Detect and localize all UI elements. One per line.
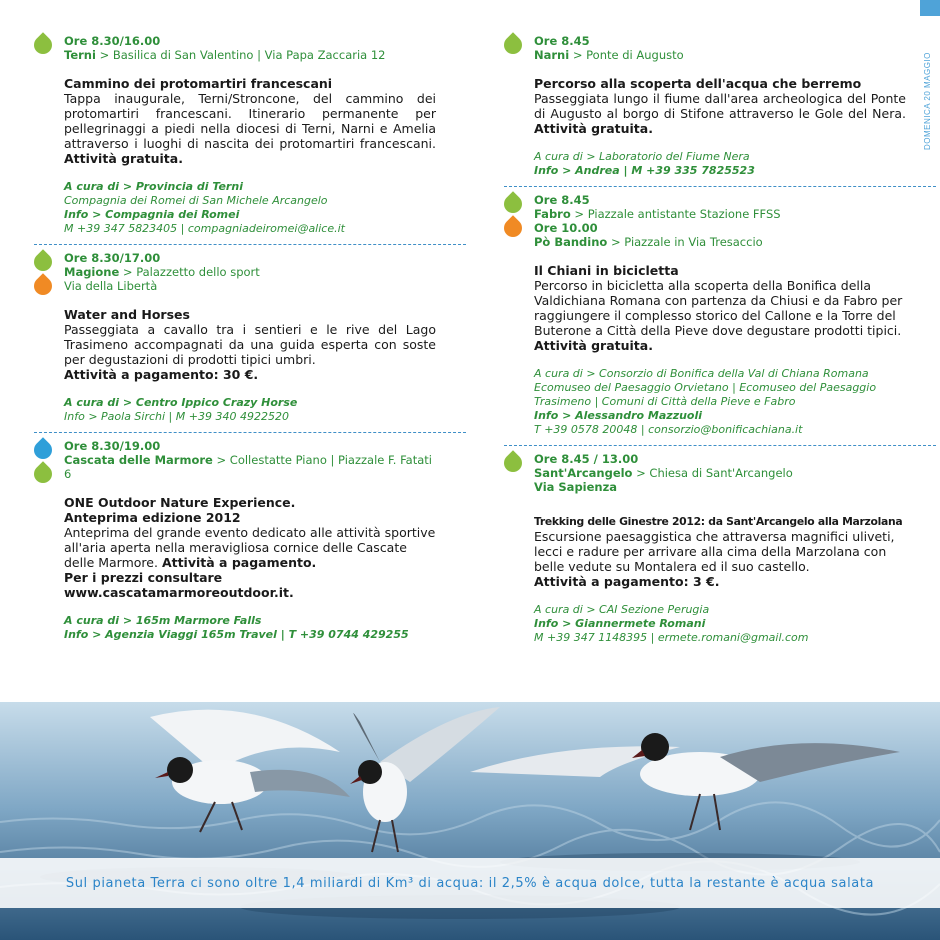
event-drops: [504, 36, 526, 60]
event-description-text: Passeggiata lungo il fiume dall'area archeologica del Ponte di Augusto al borgo di Stifone attraverso le Gole del Nera.: [534, 91, 906, 121]
credits-contact-link[interactable]: M +39 347 1148395 | ermete.romani@gmail.com: [534, 631, 809, 644]
event-description: Passeggiata a cavallo tra i sentieri e le rive del Lago Trasimeno accompagnati da una guida esperta con soste per degustazioni di prodotti tipici umbri.: [64, 322, 436, 367]
divider: [504, 445, 936, 446]
event-price-text: Attività a pagamento: 30 €.: [64, 367, 259, 382]
event-marmore: [34, 439, 436, 642]
green-drop-icon: [30, 32, 55, 57]
event-drops: [34, 441, 56, 489]
credits-line: A cura di > Centro Ippico Crazy Horse: [64, 396, 298, 409]
event-credits: [534, 603, 906, 645]
credits-contact-link[interactable]: M +39 347 5823405 | compagniadeiromei@alice.it: [64, 222, 345, 235]
water-fact-banner: [0, 858, 940, 908]
event-place: [534, 466, 906, 480]
event-magione: [34, 251, 436, 433]
event-time: Ore 8.30/19.00: [64, 439, 161, 453]
event-description-text: Percorso in bicicletta alla scoperta della Bonifica della Valdichiana Romana con partenza da Chiusi e da Fabro per raggiungere il complesso storico del Callone e la Torre del Buterone a Città della Pieve dove degustare prodotti tipici.: [534, 278, 903, 338]
event-title: Il Chiani in bicicletta: [534, 263, 679, 278]
event-description: [64, 91, 436, 166]
event-description-text: Tappa inaugurale, Terni/Stroncone, del cammino dei protomartiri francescani. Itinerario permanente per pellegrinaggi a piedi nella diocesi di Terni, Narni e Amelia attraverso i luoghi di nascita dei protomartiri francescani.: [64, 91, 436, 151]
event-place-detail: > Piazzale in Via Tresaccio: [607, 235, 763, 249]
event-title: Percorso alla scoperta dell'acqua che berremo: [534, 76, 862, 91]
event-place-town: Fabro: [534, 207, 571, 221]
divider: [504, 186, 936, 187]
green-drop-icon: [30, 249, 55, 274]
credits-line: A cura di > 165m Marmore Falls: [64, 614, 262, 627]
event-place: [534, 207, 906, 221]
event-place-town: Sant'Arcangelo: [534, 466, 633, 480]
credits-contact: Info > Andrea | M +39 335 7825523: [534, 164, 755, 177]
event-place-address: Via Sapienza: [534, 480, 618, 494]
credits-line: A cura di > Laboratorio del Fiume Nera: [534, 150, 750, 163]
blue-drop-icon: [30, 437, 55, 462]
event-title: Cammino dei protomartiri francescani: [64, 76, 333, 91]
event-price-link[interactable]: Per i prezzi consultare www.cascatamarmoreoutdoor.it.: [64, 570, 294, 600]
event-place-second: [534, 235, 906, 249]
green-drop-icon: [30, 461, 55, 486]
credits-line: Info > Compagnia dei Romei: [64, 208, 240, 221]
event-place: [64, 265, 436, 279]
credits-line: Info > Alessandro Mazzuoli: [534, 409, 703, 422]
event-santarcangelo: [504, 452, 906, 645]
event-drops: [504, 454, 526, 478]
event-fabro: [504, 193, 906, 446]
credits-line: Compagnia dei Romei di San Michele Arcangelo: [64, 194, 328, 207]
green-drop-icon: [500, 450, 525, 475]
event-description: [534, 278, 906, 353]
credits-line: Info > Giannermete Romani: [534, 617, 706, 630]
event-place-detail: > Chiesa di Sant'Arcangelo: [632, 466, 793, 480]
orange-drop-icon: [30, 273, 55, 298]
event-credits: [534, 150, 906, 178]
event-description-text: Anteprima del grande evento dedicato alle attività sportive all'aria aperta nella meravigliosa cornice delle Cascate delle Marmore.: [64, 525, 436, 570]
event-price: Attività a pagamento.: [161, 555, 317, 570]
event-description: [64, 525, 436, 570]
event-drops: [34, 36, 56, 60]
credits-contact-link[interactable]: T +39 0578 20048 | consorzio@bonificachiana.it: [534, 423, 803, 436]
divider: [34, 432, 466, 433]
credits-line: Trasimeno | Comuni di Città della Pieve e Fabro: [534, 395, 796, 408]
event-drops: [34, 253, 56, 301]
event-place-detail: > Basilica di San Valentino | Via Papa Zaccaria 12: [95, 48, 386, 62]
event-price: Attività gratuita.: [534, 121, 653, 136]
green-drop-icon: [500, 32, 525, 57]
credits-line: A cura di > Provincia di Terni: [64, 180, 243, 193]
credits-contact: Info > Agenzia Viaggi 165m Travel | T +39 0744 429255: [64, 628, 409, 641]
left-column: [34, 34, 436, 642]
credits-line: A cura di > CAI Sezione Perugia: [534, 603, 710, 616]
side-tab-date: DOMENICA 20 MAGGIO: [923, 52, 932, 150]
event-place-address: Via della Libertà: [64, 279, 158, 293]
event-time: Ore 8.45: [534, 193, 590, 207]
event-time-second: Ore 10.00: [534, 221, 598, 235]
event-price-info: [64, 570, 436, 600]
event-credits: [534, 367, 906, 437]
right-column: [504, 34, 906, 645]
event-place-town: Cascata delle Marmore: [64, 453, 213, 467]
event-price-text: Attività a pagamento: 3 €.: [534, 574, 720, 589]
event-price: Attività gratuita.: [534, 338, 653, 353]
event-place-town: Pò Bandino: [534, 235, 608, 249]
event-time: Ore 8.45: [534, 34, 590, 48]
divider: [34, 244, 466, 245]
event-place: [64, 48, 436, 62]
event-place-detail: > Palazzetto dello sport: [119, 265, 260, 279]
event-title: ONE Outdoor Nature Experience.: [64, 495, 296, 510]
date-side-tab: [920, 0, 940, 160]
event-terni: [34, 34, 436, 245]
event-title: Trekking delle Ginestre 2012: da Sant'Arcangelo alla Marzolana: [534, 515, 903, 528]
event-place: [64, 453, 436, 481]
event-drops: [504, 195, 526, 243]
event-price: [64, 367, 436, 382]
side-tab-bar: [920, 0, 940, 16]
event-description: Escursione paesaggistica che attraversa magnifici uliveti, lecci e radure per arrivare alla cima della Marzolana con belle vedute su Montalera ed il suo castello.: [534, 529, 895, 574]
event-subtitle: Anteprima edizione 2012: [64, 510, 241, 525]
event-place-town: Terni: [64, 48, 96, 62]
event-credits: [64, 614, 436, 642]
event-credits: [64, 180, 436, 236]
green-drop-icon: [500, 191, 525, 216]
event-credits: [64, 396, 436, 424]
orange-drop-icon: [500, 215, 525, 240]
credits-contact: Info > Paola Sirchi | M +39 340 4922520: [64, 410, 289, 423]
event-price: [534, 574, 906, 589]
event-place-detail: > Collestatte Piano | Piazzale F. Fatati 6: [64, 453, 432, 481]
credits-line: A cura di > Consorzio di Bonifica della Val di Chiana Romana: [534, 367, 869, 380]
event-place: [534, 48, 906, 62]
credits-line: Ecomuseo del Paesaggio Orvietano | Ecomuseo del Paesaggio: [534, 381, 877, 394]
event-time: Ore 8.30/17.00: [64, 251, 161, 265]
event-time: Ore 8.45 / 13.00: [534, 452, 639, 466]
event-place-town: Narni: [534, 48, 570, 62]
event-price: Attività gratuita.: [64, 151, 183, 166]
event-time: Ore 8.30/16.00: [64, 34, 161, 48]
event-narni: [504, 34, 906, 187]
event-place-detail: > Piazzale antistante Stazione FFSS: [570, 207, 781, 221]
event-title: Water and Horses: [64, 307, 190, 322]
event-description: [534, 91, 906, 136]
event-place-detail: > Ponte di Augusto: [569, 48, 684, 62]
event-place-town: Magione: [64, 265, 120, 279]
water-fact-text: Sul pianeta Terra ci sono oltre 1,4 miliardi di Km³ di acqua: il 2,5% è acqua dolce, tutta la restante è acqua salata: [65, 875, 875, 891]
